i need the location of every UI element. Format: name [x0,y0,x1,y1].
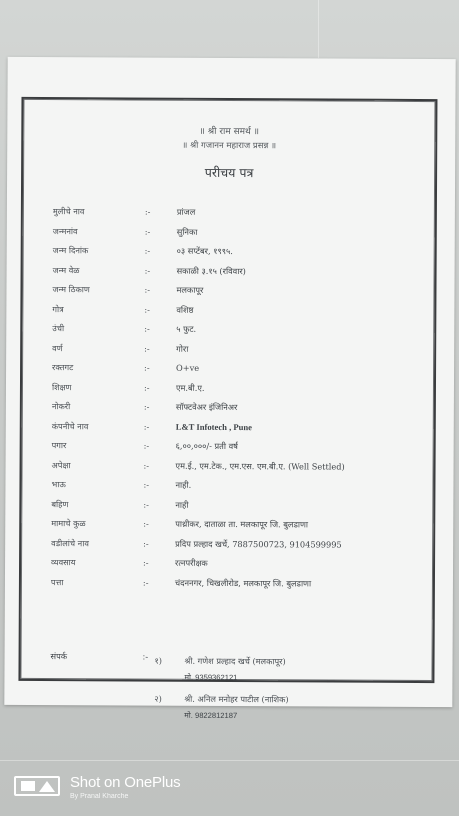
detail-row [52,281,432,302]
detail-separator: :- [144,245,151,256]
detail-label: कंपनीचे नाव [51,420,89,431]
watermark-author: By Pranal Kharche [70,793,129,800]
details-list [51,203,433,595]
contact-separator: :- [142,651,149,662]
invocation-line-2: ॥ श्री गजानन महाराज प्रसन्न ॥ [182,140,277,152]
contact-item [154,694,414,733]
detail-value: ६,००,०००/- प्रती वर्ष [175,440,238,452]
detail-label: वडीलांचे नाव [51,537,89,548]
detail-label: व्यवसाय [51,557,76,568]
detail-value: चंदननगर, चिखलीरोड, मलकापूर जि. बुलडाणा [174,577,312,588]
document-title: परीचय पत्र [204,164,254,181]
detail-value: सुनिका [176,226,198,237]
detail-row [51,476,431,497]
detail-separator: :- [143,538,149,549]
detail-row [52,320,432,341]
floor-tile-seam [0,760,459,761]
document-border [18,97,437,721]
detail-separator: :- [143,518,149,529]
floor-tile-seam [318,0,319,58]
detail-row [52,379,432,400]
detail-label: रक्तगट [52,362,74,373]
detail-value: L&T Infotech , Pune [175,421,253,432]
contact-name: श्री. अनिल मनोहर पाटील (नाशिक) [184,693,289,705]
detail-row [51,515,431,536]
detail-label: शिक्षण [51,381,72,392]
detail-separator: :- [144,284,151,295]
invocation-line-1: ॥ श्री राम समर्थ ॥ [199,126,260,138]
detail-label: नोकरी [51,401,71,412]
detail-label: जन्म ठिकाण [52,284,90,295]
detail-row [51,496,431,517]
detail-row [53,223,433,244]
detail-separator: :- [143,499,149,510]
detail-row [52,418,432,439]
detail-label: मुलीचे नाव [52,206,85,217]
detail-separator: :- [144,343,150,354]
detail-label: भाऊ [51,479,66,490]
detail-value: एम.ई., एम.टेक., एम.एस. एम.बी.ए. (Well Settled) [175,460,345,472]
watermark-text: Shot on OnePlus [70,774,181,791]
detail-value: सॉफ्टवेअर इंजिनिअर [175,401,238,413]
detail-row [51,535,431,556]
detail-value: सकाळी ३.१५ (रविवार) [176,265,246,276]
detail-value: रत्नपरीक्षक [175,557,208,568]
detail-value: पाथ्रीकर, दाताळा ता. मलकापूर जि. बुलडाणा [175,518,309,530]
contact-label: संपर्क [50,651,68,662]
detail-separator: :- [142,577,149,588]
detail-separator: :- [144,323,150,334]
detail-value: ०३ सप्टेंबर, १९९५. [176,245,233,257]
detail-separator: :- [144,304,150,315]
detail-value: प्रांजल [176,206,196,217]
detail-separator: :- [143,479,150,490]
contact-number-index: १) [154,655,163,666]
detail-separator: :- [143,440,150,451]
detail-label: पत्ता [50,576,64,587]
detail-row [52,437,432,458]
detail-value: नाही [175,499,189,510]
detail-label: वर्ण [52,342,63,353]
detail-label: जन्मनांव [52,225,78,236]
detail-separator: :- [143,401,150,412]
detail-value: मलकापूर [176,284,204,295]
detail-separator: :- [143,557,149,568]
detail-separator: :- [143,421,150,432]
detail-value: O+ve [176,362,200,373]
contact-item [154,656,414,695]
detail-label: अपेक्षा [51,459,71,470]
oneplus-logo-icon [14,776,60,796]
detail-separator: :- [144,265,151,276]
detail-value: एम.बी.ए. [175,382,205,393]
contact-list [154,656,414,733]
detail-row [53,242,433,263]
detail-value: नाही. [175,479,192,490]
detail-separator: :- [143,460,150,471]
contact-phone: मो. 9359362121 [184,672,238,683]
detail-row [53,203,433,224]
detail-label: गोत्र [52,303,64,314]
biodata-paper [4,57,455,721]
detail-label: बहिण [51,498,69,509]
detail-value: वशिष्ठ [176,304,194,315]
contact-name: श्री. गणेश प्रल्हाद खर्चे (मलकापूर) [184,655,286,667]
detail-separator: :- [144,206,151,217]
detail-row [53,262,433,283]
detail-row [52,359,432,380]
detail-separator: :- [143,382,150,393]
detail-row [52,340,432,361]
detail-row [52,301,432,322]
detail-value: प्रदिप प्रल्हाद खर्चे, 7887500723, 9104599995 [175,538,342,550]
detail-label: मामाचे कुळ [51,518,86,529]
detail-row [52,457,432,478]
contact-number-index: २) [154,693,162,704]
detail-row [51,574,431,595]
detail-label: जन्म दिनांक [52,245,89,256]
detail-separator: :- [144,226,151,237]
detail-separator: :- [144,362,150,373]
detail-value: ५ फुट. [176,323,197,334]
detail-row [52,398,432,419]
detail-row [51,554,431,575]
detail-value: गोरा [176,343,189,354]
detail-label: पगार [51,440,67,451]
detail-label: जन्म वेळ [52,264,80,275]
detail-label: उंची [52,323,65,334]
contact-phone: मो. 9822812187 [184,710,238,721]
